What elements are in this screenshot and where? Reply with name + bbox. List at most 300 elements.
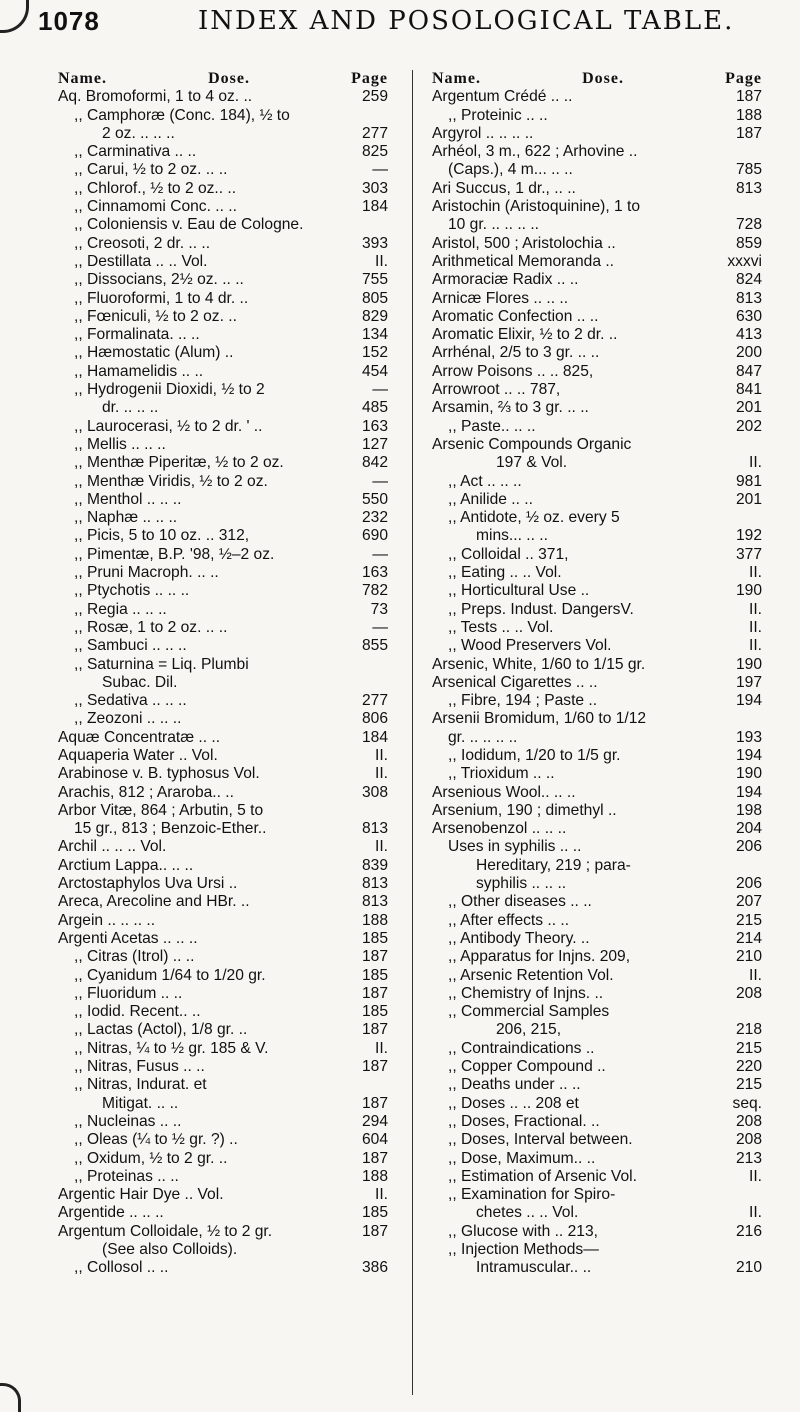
entry-page: 204 xyxy=(735,820,762,838)
entry-text: ,, Dose, Maximum.. .. xyxy=(448,1149,596,1167)
entry-text: ,, Carminativa .. .. xyxy=(74,143,197,161)
entry-page: 813 xyxy=(735,179,762,197)
entry-page: 859 xyxy=(735,234,762,252)
entry-text: ,, After effects .. .. xyxy=(448,911,570,929)
entry-page: 201 xyxy=(735,399,762,417)
entry-text: ,, Destillata .. .. Vol. xyxy=(74,252,208,270)
index-entry xyxy=(58,161,388,179)
entry-text: ,, Doses, Fractional. .. xyxy=(448,1112,600,1130)
entry-page: 201 xyxy=(735,490,762,508)
index-entry xyxy=(58,1186,388,1204)
entry-text: ,, Formalinata. .. .. xyxy=(74,326,200,344)
entry-text: Ari Succus, 1 dr., .. .. xyxy=(432,179,576,197)
entry-page: 841 xyxy=(735,381,762,399)
entry-page: II. xyxy=(749,618,762,636)
entry-text: dr. .. .. .. xyxy=(102,399,159,417)
index-entry xyxy=(432,454,762,472)
entry-page: 188 xyxy=(735,106,762,124)
index-entry xyxy=(58,1058,388,1076)
entry-page: — xyxy=(372,472,388,490)
column-headings-right xyxy=(432,70,762,88)
index-entry xyxy=(58,107,388,125)
page-number: 1078 xyxy=(38,6,100,36)
index-entry xyxy=(432,820,762,838)
index-entry xyxy=(432,692,762,710)
index-entry xyxy=(58,564,388,582)
index-entry xyxy=(58,308,388,326)
index-entry xyxy=(432,857,762,875)
entry-text: Arrhénal, 2/5 to 3 gr. .. .. xyxy=(432,344,600,362)
entry-text: Arctostaphylos Uva Ursi .. xyxy=(58,875,238,893)
entry-text: ,, Camphoræ (Conc. 184), ½ to xyxy=(74,106,290,124)
entry-text: ,, Trioxidum .. .. xyxy=(448,765,555,783)
column-divider xyxy=(412,70,413,1395)
entry-text: ,, Pimentæ, B.P. '98, ½–2 oz. xyxy=(74,545,275,563)
entry-page: 185 xyxy=(361,966,388,984)
entry-page: 215 xyxy=(735,911,762,929)
entry-text: ,, Chlorof., ½ to 2 oz.. .. xyxy=(74,179,237,197)
entry-text: Argentum Crédé .. .. xyxy=(432,88,573,106)
entry-page: 185 xyxy=(361,929,388,947)
entry-page: II. xyxy=(375,252,388,270)
entry-page: 839 xyxy=(361,856,388,874)
entry-page xyxy=(384,216,388,234)
entry-text: Areca, Arecoline and HBr. .. xyxy=(58,893,250,911)
index-entry xyxy=(432,930,762,948)
entry-page: II. xyxy=(375,838,388,856)
index-entry xyxy=(432,363,762,381)
entry-page: 187 xyxy=(361,1149,388,1167)
entry-page: II. xyxy=(749,1167,762,1185)
index-entry xyxy=(432,1259,762,1277)
entry-text: ,, Citras (Itrol) .. .. xyxy=(74,948,195,966)
entry-text: ,, Nitras, Fusus .. .. xyxy=(74,1058,205,1076)
entry-page: 208 xyxy=(735,1131,762,1149)
index-entry xyxy=(58,1095,388,1113)
entry-text: ,, Creosoti, 2 dr. .. .. xyxy=(74,234,211,252)
entry-page: 188 xyxy=(361,911,388,929)
index-entry xyxy=(58,527,388,545)
index-entry xyxy=(58,729,388,747)
index-entry xyxy=(432,985,762,1003)
entry-text: Aq. Bromoformi, 1 to 4 oz. .. xyxy=(58,88,253,106)
index-entry xyxy=(58,710,388,728)
entry-page: 187 xyxy=(361,984,388,1002)
entry-text: ,, Lactas (Actol), 1/8 gr. .. xyxy=(74,1021,248,1039)
entry-text: 197 & Vol. xyxy=(496,454,568,472)
index-entry xyxy=(58,820,388,838)
index-entry xyxy=(58,893,388,911)
index-entry xyxy=(58,875,388,893)
index-entry xyxy=(58,1150,388,1168)
entry-page: 824 xyxy=(735,271,762,289)
entry-page: II. xyxy=(749,966,762,984)
entry-page xyxy=(384,674,388,692)
entry-text: ,, Examination for Spiro- xyxy=(448,1186,616,1204)
index-entry xyxy=(432,893,762,911)
entry-text: ,, Iodid. Recent.. .. xyxy=(74,1003,201,1021)
entry-text: Argyrol .. .. .. .. xyxy=(432,124,534,142)
entry-page: 208 xyxy=(735,1112,762,1130)
entry-text: Armoraciæ Radix .. .. xyxy=(432,271,579,289)
entry-page xyxy=(384,1241,388,1259)
entry-text: Arsenical Cigarettes .. .. xyxy=(432,673,598,691)
index-entry xyxy=(58,290,388,308)
index-entry xyxy=(58,1003,388,1021)
index-entry xyxy=(58,930,388,948)
entry-text: Arsenobenzol .. .. .. xyxy=(432,820,567,838)
entry-text: Aristochin (Aristoquinine), 1 to xyxy=(432,198,641,216)
entry-page: 215 xyxy=(735,1076,762,1094)
entry-page: 805 xyxy=(361,289,388,307)
entry-text: ,, Nitras, ¼ to ½ gr. 185 & V. xyxy=(74,1039,269,1057)
index-entry xyxy=(58,656,388,674)
entry-text: Arrow Poisons .. .. 825, xyxy=(432,362,594,380)
entry-text: ,, Oleas (¼ to ½ gr. ?) .. xyxy=(74,1131,238,1149)
entry-text: ,, Iodidum, 1/20 to 1/5 gr. xyxy=(448,746,621,764)
entry-text: ,, Proteinic .. .. xyxy=(448,106,548,124)
index-entry xyxy=(432,235,762,253)
entry-text: Uses in syphilis .. .. xyxy=(448,838,582,856)
index-entry xyxy=(432,1058,762,1076)
entry-text: ,, Horticultural Use .. xyxy=(448,582,590,600)
entry-text: Arachis, 812 ; Araroba.. .. xyxy=(58,783,234,801)
entry-text: mins... .. .. xyxy=(476,527,548,545)
entry-page: 184 xyxy=(361,198,388,216)
index-entry xyxy=(58,509,388,527)
entry-text: Arabinose v. B. typhosus Vol. xyxy=(58,765,260,783)
index-entry xyxy=(58,363,388,381)
entry-text: syphilis .. .. .. xyxy=(476,875,567,893)
index-entry xyxy=(432,564,762,582)
entry-page: 192 xyxy=(735,527,762,545)
index-entry xyxy=(58,180,388,198)
entry-page xyxy=(758,1003,762,1021)
entry-text: Argein .. .. .. .. xyxy=(58,911,156,929)
entry-text: Arnicæ Flores .. .. .. xyxy=(432,289,569,307)
entry-text: ,, Pruni Macroph. .. .. xyxy=(74,564,219,582)
entry-page: 207 xyxy=(735,893,762,911)
index-entry xyxy=(58,491,388,509)
page-corner-mark xyxy=(0,0,29,33)
index-entry xyxy=(432,765,762,783)
index-entry xyxy=(58,857,388,875)
page-header xyxy=(38,6,778,50)
entry-text: 15 gr., 813 ; Benzoic-Ether.. xyxy=(74,820,267,838)
entry-page: 134 xyxy=(361,326,388,344)
entry-page: II. xyxy=(375,1039,388,1057)
entries-left xyxy=(58,88,388,1277)
entry-text: ,, Menthæ Viridis, ½ to 2 oz. xyxy=(74,472,268,490)
heading-page: Page xyxy=(351,70,388,87)
index-entry xyxy=(432,1204,762,1222)
entry-page xyxy=(758,1241,762,1259)
entry-page xyxy=(758,509,762,527)
index-entry xyxy=(58,637,388,655)
entry-page: 842 xyxy=(361,454,388,472)
index-entry xyxy=(432,271,762,289)
entry-page: 163 xyxy=(361,417,388,435)
index-entry xyxy=(432,161,762,179)
entry-text: Arhéol, 3 m., 622 ; Arhovine .. xyxy=(432,143,638,161)
index-entry xyxy=(432,747,762,765)
index-entry xyxy=(432,1150,762,1168)
entry-page: 782 xyxy=(361,582,388,600)
index-entry xyxy=(432,838,762,856)
entry-page: 202 xyxy=(735,417,762,435)
entry-text: Arrowroot .. .. 787, xyxy=(432,381,561,399)
entry-text: ,, Naphæ .. .. .. xyxy=(74,509,178,527)
entry-text: ,, Mellis .. .. .. xyxy=(74,435,166,453)
entry-text: (See also Colloids). xyxy=(102,1241,238,1258)
entry-text: ,, Fœniculi, ½ to 2 oz. .. xyxy=(74,307,237,325)
entry-text: ,, Anilide .. .. xyxy=(448,490,533,508)
entry-text: Arsenic Compounds Organic xyxy=(432,435,632,453)
index-entry xyxy=(432,1168,762,1186)
entry-text: ,, Carui, ½ to 2 oz. .. .. xyxy=(74,161,228,179)
entry-text: Aquæ Concentratæ .. .. xyxy=(58,728,221,746)
entry-page: 825 xyxy=(361,143,388,161)
entry-page: 213 xyxy=(735,1149,762,1167)
index-entry xyxy=(432,290,762,308)
entry-page: 194 xyxy=(735,692,762,710)
entry-text: ,, Fibre, 194 ; Paste .. xyxy=(448,692,598,710)
heading-name: Name. xyxy=(432,70,481,87)
entry-text: ,, Antibody Theory. .. xyxy=(448,929,590,947)
index-entry xyxy=(432,198,762,216)
index-entry xyxy=(58,765,388,783)
index-entry xyxy=(58,582,388,600)
index-entry xyxy=(58,1204,388,1222)
index-entry xyxy=(58,399,388,417)
index-entry xyxy=(58,344,388,362)
index-entry xyxy=(58,838,388,856)
entry-page: 194 xyxy=(735,746,762,764)
index-entry xyxy=(432,381,762,399)
index-entry xyxy=(432,948,762,966)
entry-text: ,, Nitras, Indurat. et xyxy=(74,1076,207,1094)
index-entry xyxy=(432,344,762,362)
index-entry xyxy=(432,1021,762,1039)
entry-page: seq. xyxy=(732,1094,762,1112)
entry-text: Arbor Vitæ, 864 ; Arbutin, 5 to xyxy=(58,801,264,819)
index-column-left xyxy=(58,70,388,1278)
index-entry xyxy=(58,1259,388,1277)
entry-page: 454 xyxy=(361,362,388,380)
entry-page xyxy=(384,802,388,820)
index-entry xyxy=(58,1076,388,1094)
entry-page: 847 xyxy=(735,362,762,380)
index-entry xyxy=(432,802,762,820)
index-entry xyxy=(432,216,762,234)
entry-page: 785 xyxy=(735,161,762,179)
entry-text: ,, Tests .. .. Vol. xyxy=(448,618,554,636)
entry-text: ,, Coloniensis v. Eau de Cologne. xyxy=(74,216,304,234)
entry-page: 208 xyxy=(735,984,762,1002)
index-entry xyxy=(432,1095,762,1113)
entry-text: ,, Doses .. .. 208 et xyxy=(448,1094,579,1112)
entry-text: ,, Zeozoni .. .. .. xyxy=(74,710,182,728)
entry-page: — xyxy=(372,618,388,636)
index-entry xyxy=(58,271,388,289)
entry-text: ,, Cyanidum 1/64 to 1/20 gr. xyxy=(74,966,266,984)
entry-text: ,, Dissocians, 2½ oz. .. .. xyxy=(74,271,244,289)
entry-text: chetes .. .. Vol. xyxy=(476,1204,579,1222)
entry-text: ,, Menthæ Piperitæ, ½ to 2 oz. xyxy=(74,454,284,472)
index-entry xyxy=(58,601,388,619)
entry-text: 10 gr. .. .. .. .. xyxy=(448,216,540,234)
entry-text: ,, Ptychotis .. .. .. xyxy=(74,582,190,600)
entry-text: ,, Antidote, ½ oz. every 5 xyxy=(448,509,620,527)
index-entry xyxy=(432,473,762,491)
entry-page: 185 xyxy=(361,1204,388,1222)
entry-text: ,, Paste.. .. .. xyxy=(448,417,536,435)
entry-text: ,, Nucleinas .. .. xyxy=(74,1112,182,1130)
index-entry xyxy=(58,1131,388,1149)
entry-page: 813 xyxy=(361,893,388,911)
entry-text: ,, Colloidal .. 371, xyxy=(448,545,569,563)
entry-page: 187 xyxy=(361,948,388,966)
heading-dose: Dose. xyxy=(582,70,624,87)
entry-text: ,, Laurocerasi, ½ to 2 dr. ' .. xyxy=(74,417,263,435)
index-column-right xyxy=(432,70,762,1278)
index-entry xyxy=(58,747,388,765)
entry-page xyxy=(384,107,388,125)
index-entry xyxy=(432,491,762,509)
entry-text: ,, Wood Preservers Vol. xyxy=(448,637,612,655)
entry-text: ,, Deaths under .. .. xyxy=(448,1076,581,1094)
entry-page: 259 xyxy=(361,88,388,106)
entry-page xyxy=(758,198,762,216)
entry-page: 198 xyxy=(735,801,762,819)
entry-text: ,, Saturnina = Liq. Plumbi xyxy=(74,655,249,673)
entry-page xyxy=(384,656,388,674)
index-entry xyxy=(58,1168,388,1186)
index-entry xyxy=(432,180,762,198)
entry-page: 188 xyxy=(361,1167,388,1185)
index-entry xyxy=(432,308,762,326)
entry-text: ,, Chemistry of Injns. .. xyxy=(448,984,604,1002)
index-entry xyxy=(432,1076,762,1094)
entry-text: Mitigat. .. .. xyxy=(102,1094,179,1112)
entry-page: 190 xyxy=(735,582,762,600)
entry-text: ,, Hamamelidis .. .. xyxy=(74,362,204,380)
index-entry xyxy=(58,1113,388,1131)
index-entry xyxy=(432,527,762,545)
entry-page xyxy=(758,436,762,454)
entry-page: 184 xyxy=(361,728,388,746)
entry-page: II. xyxy=(749,600,762,618)
index-entry xyxy=(58,802,388,820)
entry-page xyxy=(384,1076,388,1094)
entry-text: ,, Preps. Indust. DangersV. xyxy=(448,600,634,618)
index-entry xyxy=(432,1113,762,1131)
index-entry xyxy=(58,985,388,1003)
entry-page: 806 xyxy=(361,710,388,728)
index-entry xyxy=(58,125,388,143)
entry-page: 215 xyxy=(735,1039,762,1057)
entry-text: Arsenii Bromidum, 1/60 to 1/12 xyxy=(432,710,647,728)
index-entry xyxy=(432,143,762,161)
entry-page: II. xyxy=(749,454,762,472)
entry-page: — xyxy=(372,161,388,179)
entry-page xyxy=(758,1186,762,1204)
entry-page: 813 xyxy=(361,875,388,893)
entry-text: ,, Regia .. .. .. xyxy=(74,600,167,618)
entry-text: ,, Rosæ, 1 to 2 oz. .. .. xyxy=(74,618,228,636)
entry-text: ,, Menthol .. .. .. xyxy=(74,490,182,508)
index-entry xyxy=(58,436,388,454)
entry-page xyxy=(758,710,762,728)
index-entry xyxy=(432,1241,762,1259)
entry-text: 206, 215, xyxy=(496,1021,562,1039)
entry-page: 206 xyxy=(735,838,762,856)
heading-page: Page xyxy=(725,70,762,87)
index-entry xyxy=(58,1223,388,1241)
page-corner-mark-bottom xyxy=(0,1383,21,1412)
entry-page: 829 xyxy=(361,307,388,325)
entry-page: 73 xyxy=(370,600,388,618)
entry-page: 194 xyxy=(735,783,762,801)
index-entry xyxy=(432,399,762,417)
heading-name: Name. xyxy=(58,70,107,87)
index-entry xyxy=(432,1186,762,1204)
entry-page: 604 xyxy=(361,1131,388,1149)
entry-text: ,, Collosol .. .. xyxy=(74,1259,169,1277)
entry-text: Arithmetical Memoranda .. xyxy=(432,252,614,270)
index-entry xyxy=(432,88,762,106)
entry-page: 214 xyxy=(735,929,762,947)
index-entry xyxy=(58,912,388,930)
entry-text: ,, Hydrogenii Dioxidi, ½ to 2 xyxy=(74,381,265,399)
entry-text: ,, Sedativa .. .. .. xyxy=(74,692,187,710)
entry-page: 220 xyxy=(735,1058,762,1076)
entry-page: 630 xyxy=(735,307,762,325)
entry-text: Subac. Dil. xyxy=(102,673,178,691)
index-entry xyxy=(432,546,762,564)
index-entry xyxy=(432,784,762,802)
entry-page: 152 xyxy=(361,344,388,362)
entry-page xyxy=(758,143,762,161)
entry-text: ,, Fluoroformi, 1 to 4 dr. .. xyxy=(74,289,249,307)
index-entry xyxy=(58,88,388,106)
entry-text: ,, Eating .. .. Vol. xyxy=(448,564,562,582)
entry-page: 550 xyxy=(361,490,388,508)
entry-page: 187 xyxy=(361,1222,388,1240)
entry-text: Arsenic, White, 1/60 to 1/15 gr. xyxy=(432,655,646,673)
entry-text: Hereditary, 219 ; para- xyxy=(476,856,631,874)
index-entry xyxy=(58,454,388,472)
entry-page: 210 xyxy=(735,948,762,966)
index-entry xyxy=(432,875,762,893)
entry-text: ,, Hæmostatic (Alum) .. xyxy=(74,344,234,362)
entry-page: 218 xyxy=(735,1021,762,1039)
entry-text: ,, Contraindications .. xyxy=(448,1039,595,1057)
column-headings-left xyxy=(58,70,388,88)
entry-text: Argentide .. .. .. xyxy=(58,1204,164,1222)
index-entry xyxy=(58,948,388,966)
entry-page: 308 xyxy=(361,783,388,801)
entry-text: Argentic Hair Dye .. Vol. xyxy=(58,1186,224,1204)
index-entry xyxy=(432,107,762,125)
index-entry xyxy=(58,418,388,436)
entry-text: ,, Commercial Samples xyxy=(448,1003,610,1021)
entry-text: ,, Glucose with .. 213, xyxy=(448,1222,598,1240)
entry-page: 193 xyxy=(735,728,762,746)
entry-page: 216 xyxy=(735,1222,762,1240)
entry-page: 163 xyxy=(361,564,388,582)
entry-text: Aromatic Elixir, ½ to 2 dr. .. xyxy=(432,326,618,344)
